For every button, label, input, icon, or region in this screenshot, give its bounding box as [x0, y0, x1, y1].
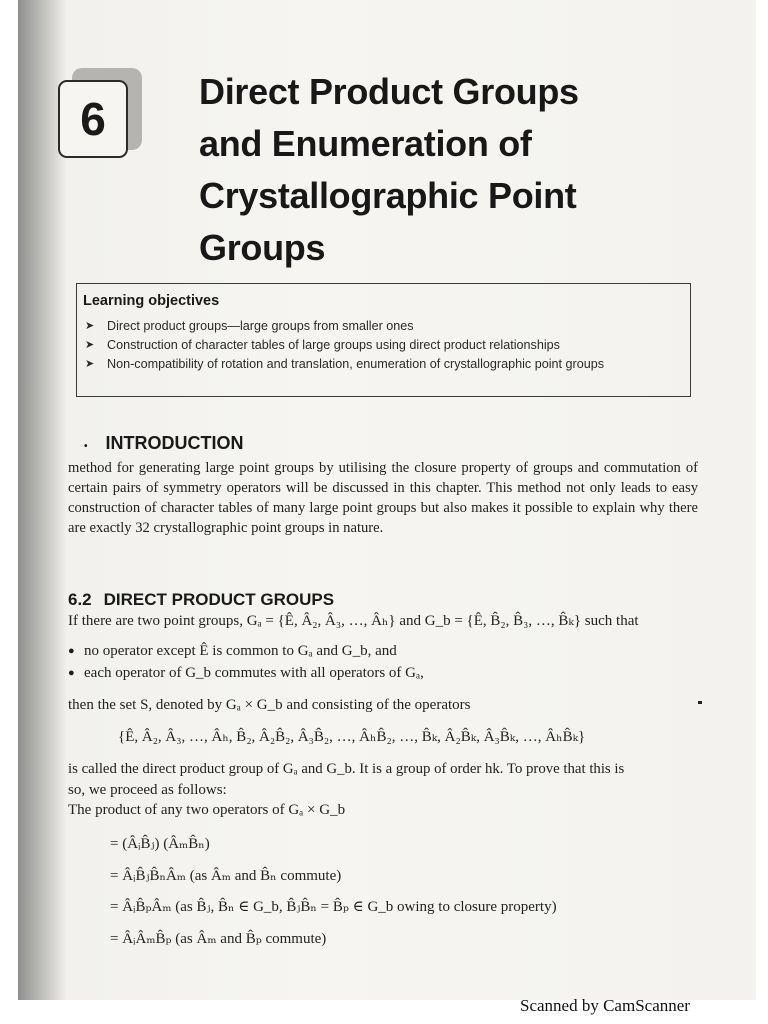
operator-set: {Ê, Â₂, Â₃, …, Âₕ, B̂₂, Â₂B̂₂, Â₃B̂₂, …, ÂₕB̂₂, …, B̂ₖ, Â₂B̂ₖ, Â₃B̂ₖ, …, ÂₕB̂ₖ}: [118, 729, 586, 745]
body-line: then the set S, denoted by Gₐ × G_b and consisting of the operators: [68, 697, 471, 713]
heading-mark: •: [84, 441, 88, 452]
body-line: is called the direct product group of Gₐ and G_b. It is a group of order hk. To prove that this is: [68, 761, 625, 777]
learning-objectives-box: [76, 283, 691, 397]
chapter-badge: [58, 68, 144, 156]
chapter-title-line: Crystallographic Point: [199, 175, 577, 216]
scanner-watermark: Scanned by CamScanner: [520, 996, 690, 1015]
learning-objectives-list: [83, 317, 683, 374]
section-title: DIRECT PRODUCT GROUPS: [103, 590, 335, 609]
arrow-bullet-icon: ➤: [85, 320, 95, 332]
book-page: [18, 0, 756, 1000]
section-number: 6.2: [68, 590, 92, 609]
learning-objectives-heading: Learning objectives: [83, 293, 220, 309]
objective-item: ➤ Non-compatibility of rotation and translation, enumeration of crystallographic point groups: [83, 355, 683, 374]
bullet-line: no operator except Ê is common to Gₐ and G_b, and: [84, 643, 397, 659]
equation-line: = ÂᵢÂₘB̂ₚ (as Âₘ and B̂ₚ commute): [110, 931, 327, 947]
chapter-title: [199, 66, 619, 274]
body-line: so, we proceed as follows:: [68, 782, 227, 798]
body-line: The product of any two operators of Gₐ × G_b: [68, 802, 346, 818]
scan-speck: [698, 701, 702, 704]
chapter-title-line: Groups: [199, 227, 326, 268]
arrow-bullet-icon: ➤: [85, 339, 95, 351]
chapter-title-line: Direct Product Groups: [199, 71, 579, 112]
bullet-line: each operator of G_b commutes with all operators of Gₐ,: [84, 665, 424, 681]
objective-item: ➤ Construction of character tables of large groups using direct product relationships: [83, 336, 683, 355]
bullet-icon: ●: [68, 667, 75, 679]
equation-line: = ÂᵢB̂ⱼB̂ₙÂₘ (as Âₘ and B̂ₙ commute): [110, 868, 342, 884]
section-heading: [68, 590, 334, 610]
equation-line: = ÂᵢB̂ₚÂₘ (as B̂ⱼ, B̂ₙ ∈ G_b, B̂ⱼB̂ₙ = B̂ₚ ∈ G_b owing to closure property): [110, 899, 557, 915]
equation-line: = (ÂᵢB̂ⱼ) (ÂₘB̂ₙ): [110, 836, 210, 852]
introduction-paragraph: method for generating large point groups by utilising the closure property of groups and commutation of certain pairs of symmetry operators will be discussed in this chapter. This method not only leads to easy construction of character tables of many large point groups but also makes it possible to explain why there are exactly 32 crystallographic point groups in nature.: [68, 460, 698, 536]
objective-item: ➤ Direct product groups—large groups from smaller ones: [83, 317, 683, 336]
chapter-title-line: and Enumeration of: [199, 123, 532, 164]
introduction-heading: • INTRODUCTION: [84, 433, 244, 453]
body-line: If there are two point groups, Gₐ = {Ê, Â₂, Â₃, …, Âₕ} and G_b = {Ê, B̂₂, B̂₃, …, B̂ₖ} such that: [68, 613, 639, 629]
bullet-icon: ●: [68, 645, 75, 657]
arrow-bullet-icon: ➤: [85, 358, 95, 370]
chapter-number: 6: [58, 80, 128, 158]
